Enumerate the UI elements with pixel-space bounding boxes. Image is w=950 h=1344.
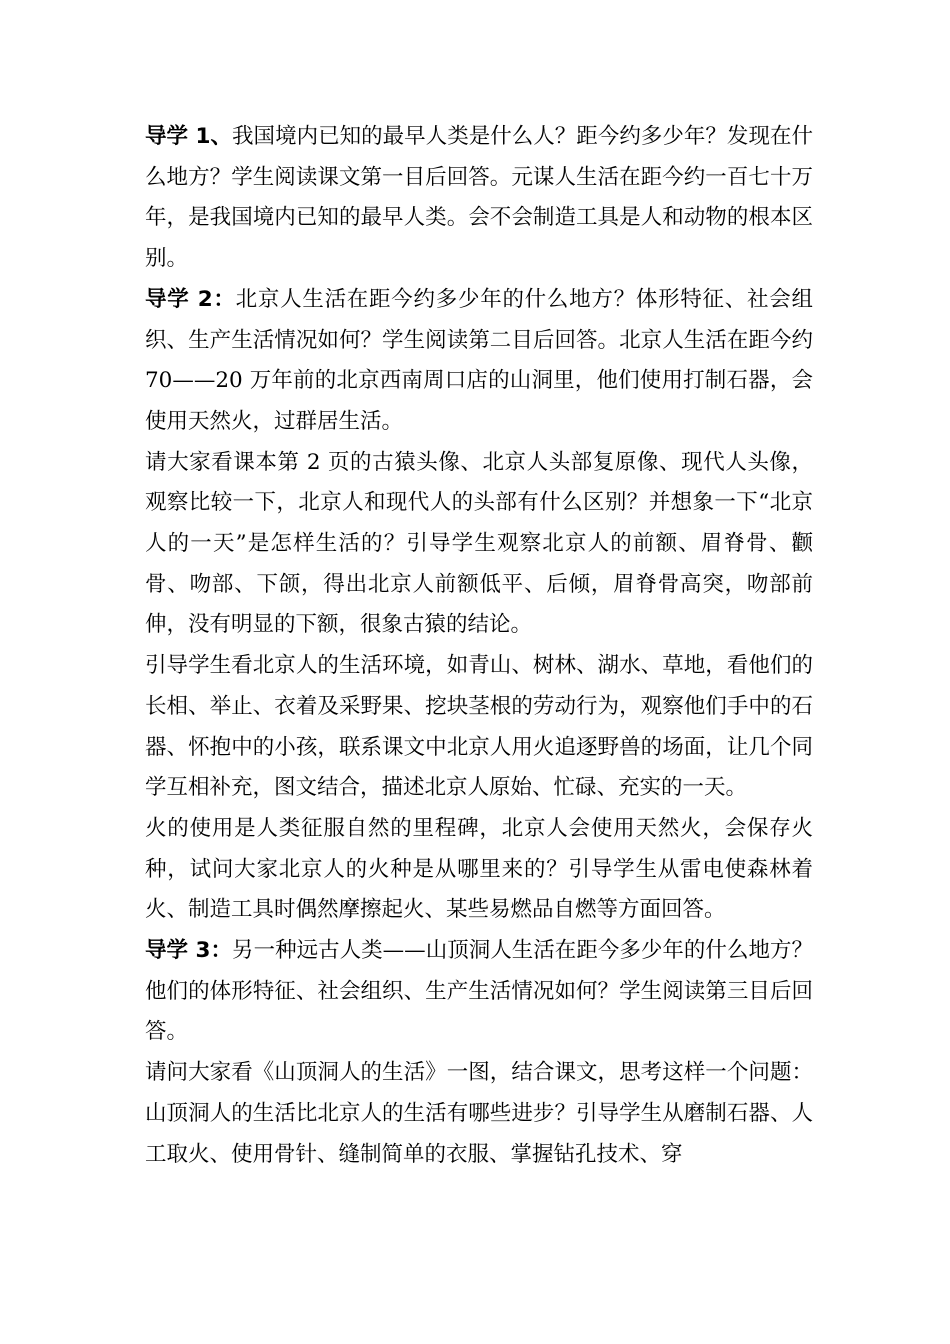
paragraph-guide-2 — [145, 280, 813, 443]
paragraph-lead: 导学 2： — [145, 286, 236, 312]
paragraph-head-comparison — [145, 443, 813, 647]
paragraph-text: 我国境内已知的最早人类是什么人？距今约多少年？发现在什么地方？学生阅读课文第一目后回答。元谋人生活在距今约一百七十万年，是我国境内已知的最早人类。会不会制造工具是人和动物的根本区别。 — [145, 124, 813, 272]
paragraph-text: 请问大家看《山顶洞人的生活》一图，结合课文，思考这样一个问题：山顶洞人的生活比北京人的生活有哪些进步？引导学生从磨制石器、人工取火、使用骨针、缝制简单的衣服、掌握钻孔技术、穿 — [145, 1060, 813, 1167]
paragraph-text: 引导学生看北京人的生活环境，如青山、树林、湖水、草地，看他们的长相、举止、衣着及采野果、挖块茎根的劳动行为，观察他们手中的石器、怀抱中的小孩，联系课文中北京人用火追逐野兽的场面，让几个同学互相补充，图文结合，描述北京人原始、忙碌、充实的一天。 — [145, 653, 813, 801]
paragraph-text: 北京人生活在距今约多少年的什么地方？体形特征、社会组织、生产生活情况如何？学生阅读第二目后回答。北京人生活在距今约 70——20 万年前的北京西南周口店的山洞里，他们使用打制石器，会使用天然火，过群居生活。 — [145, 286, 813, 434]
paragraph-guide-3 — [145, 931, 813, 1053]
paragraph-lead: 导学 3： — [145, 938, 233, 964]
paragraph-lead: 导学 1、 — [145, 124, 233, 149]
paragraph-living-environment — [145, 646, 813, 809]
paragraph-guide-1 — [145, 117, 813, 280]
document-body — [145, 117, 813, 1175]
paragraph-text: 请大家看课本第 2 页的古猿头像、北京人头部复原像、现代人头像，观察比较一下，北京人和现代人的头部有什么区别？并想象一下“北京人的一天”是怎样生活的？引导学生观察北京人的前额、眉脊骨、颧骨、吻部、下颌，得出北京人前额低平、后倾，眉脊骨高突，吻部前伸，没有明显的下额，很象古猿的结论。 — [145, 449, 813, 638]
paragraph-text: 另一种远古人类——山顶洞人生活在距今多少年的什么地方？他们的体形特征、社会组织、生产生活情况如何？学生阅读第三目后回答。 — [145, 938, 813, 1045]
paragraph-use-of-fire — [145, 809, 813, 931]
paragraph-text: 火的使用是人类征服自然的里程碑，北京人会使用天然火，会保存火种，试问大家北京人的火种是从哪里来的？引导学生从雷电使森林着火、制造工具时偶然摩擦起火、某些易燃品自燃等方面回答。 — [145, 815, 813, 923]
paragraph-upper-cave-life — [145, 1053, 813, 1175]
